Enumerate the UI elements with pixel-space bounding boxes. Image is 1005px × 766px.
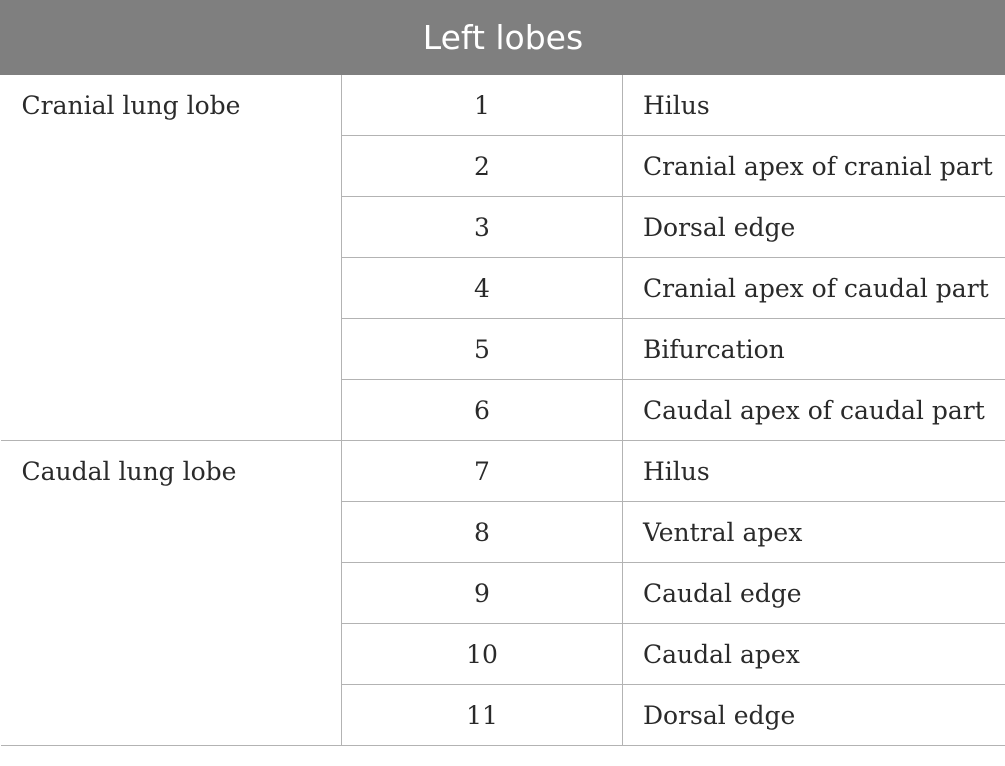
table-header-row (1, 1, 1005, 75)
table-row (1, 75, 1005, 136)
point-location: Caudal apex of caudal part (623, 380, 1005, 441)
point-location: Bifurcation (623, 319, 1005, 380)
point-number: 8 (342, 502, 623, 563)
point-location: Dorsal edge (623, 197, 1005, 258)
point-number: 3 (342, 197, 623, 258)
point-number: 11 (342, 685, 623, 746)
point-location: Hilus (623, 441, 1005, 502)
point-number: 10 (342, 624, 623, 685)
point-number: 1 (342, 75, 623, 136)
point-number: 6 (342, 380, 623, 441)
lobe-label-caudal: Caudal lung lobe (1, 441, 342, 746)
point-location: Hilus (623, 75, 1005, 136)
point-number: 7 (342, 441, 623, 502)
point-number: 9 (342, 563, 623, 624)
point-location: Dorsal edge (623, 685, 1005, 746)
point-location: Ventral apex (623, 502, 1005, 563)
point-location: Cranial apex of caudal part (623, 258, 1005, 319)
point-number: 4 (342, 258, 623, 319)
table-row (1, 441, 1005, 502)
lobe-label-cranial: Cranial lung lobe (1, 75, 342, 441)
table-title: Left lobes (1, 1, 1005, 75)
point-location: Cranial apex of cranial part (623, 136, 1005, 197)
point-number: 2 (342, 136, 623, 197)
point-location: Caudal edge (623, 563, 1005, 624)
point-location: Caudal apex (623, 624, 1005, 685)
point-number: 5 (342, 319, 623, 380)
